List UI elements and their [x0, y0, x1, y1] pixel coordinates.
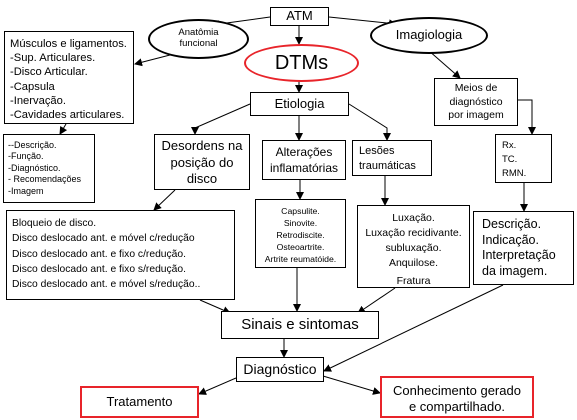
- inflamatorias-line-2: Sinovite.: [283, 218, 318, 228]
- traumaticas-line-1: Luxação.: [392, 212, 435, 224]
- descricao-list-node: [3, 134, 95, 203]
- descricao-line-2: -Função.: [8, 151, 44, 162]
- bloqueio-node: [6, 210, 235, 300]
- musculos-line-6: -Cavidades articulares.: [10, 109, 125, 122]
- etiologia-node: Etiologia: [250, 92, 349, 116]
- alteracoes-line-1: Alterações: [275, 145, 333, 159]
- exames-line-1: Rx.: [502, 140, 517, 151]
- imagem-desc-line-3: Interpretação: [482, 248, 556, 262]
- exames-node: [495, 134, 552, 183]
- bloqueio-line-4: Disco deslocado ant. e fixo s/redução.: [12, 263, 187, 275]
- bloqueio-line-3: Disco deslocado ant. e fixo c/redução.: [12, 248, 187, 260]
- imagem-desc-line-1: Descrição.: [482, 217, 542, 231]
- musculos-line-4: -Capsula: [10, 80, 55, 93]
- bloqueio-line-2: Disco deslocado ant. e móvel c/redução: [12, 233, 195, 245]
- anatomia-line-1: Anatômia: [178, 27, 219, 39]
- descricao-line-3: -Diagnóstico.: [8, 162, 61, 173]
- atm-node: ATM: [270, 7, 329, 26]
- descricao-line-1: --Descrição.: [8, 140, 57, 150]
- desordens-line-3: disco: [186, 171, 218, 186]
- meios-line-1: Meios de: [454, 82, 498, 94]
- dtms-node: DTMs: [244, 44, 359, 82]
- desordens-line-1: Desordens na: [161, 138, 243, 153]
- desordens-node: [154, 134, 250, 190]
- inflamatorias-line-5: Artrite reumatóide.: [264, 254, 337, 264]
- edge-etiologia-lesoes: [349, 104, 387, 140]
- meios-line-3: por imagem: [448, 109, 504, 121]
- imagem-desc-line-4: da imagem.: [482, 263, 548, 278]
- meios-diagnostico-node: [434, 78, 518, 126]
- desordens-line-2: posição do: [170, 154, 234, 170]
- traumaticas-node: [357, 205, 470, 288]
- lesoes-line-2: traumáticas: [359, 159, 416, 172]
- bloqueio-line-5: Disco deslocado ant. e móvel s/redução..: [12, 279, 201, 291]
- musculos-line-1: Músculos e ligamentos.: [10, 38, 127, 50]
- musculos-line-2: -Sup. Articulares.: [10, 52, 96, 65]
- edge-diagnostico-tratamento: [199, 378, 236, 394]
- anatomia-funcional-node: [148, 19, 249, 59]
- edge-etiologia-desordens: [195, 104, 250, 134]
- musculos-line-3: -Disco Articular.: [10, 66, 88, 79]
- traumaticas-line-4: Anquilose.: [388, 257, 439, 269]
- traumaticas-line-3: subluxação.: [385, 242, 442, 254]
- conhecimento-node: [380, 376, 534, 418]
- sinais-sintomas-node: Sinais e sintomas: [221, 311, 379, 339]
- tratamento-node: Tratamento: [80, 386, 199, 418]
- alteracoes-line-2: inflamatórias: [269, 161, 339, 175]
- inflamatorias-line-1: Capsulite.: [281, 206, 320, 216]
- bloqueio-line-1: Bloqueio de disco.: [12, 218, 97, 229]
- imagem-desc-line-2: Indicação.: [482, 232, 539, 247]
- descricao-line-4: - Recomendações: [8, 174, 82, 185]
- edge-meios-exames: [518, 100, 532, 134]
- imagiologia-node: Imagiologia: [370, 17, 488, 54]
- musculos-line-5: -Inervação.: [10, 94, 66, 107]
- exames-line-3: RMN.: [502, 168, 527, 179]
- edge-desordens-bloqueio: [154, 190, 175, 210]
- edge-traumaticas-sinais: [358, 288, 395, 313]
- lesoes-line-1: Lesões: [359, 145, 395, 157]
- exames-line-2: TC.: [502, 154, 518, 165]
- lesoes-node: [352, 140, 432, 176]
- edge-diagnostico-conhecimento: [323, 376, 380, 393]
- musculos-ligamentos-node: [4, 31, 134, 124]
- anatomia-line-2: funcional: [179, 38, 218, 49]
- inflamatorias-node: [255, 199, 346, 268]
- imagem-desc-node: [473, 211, 574, 285]
- conhecimento-line-2: e compartilhado.: [408, 399, 506, 414]
- inflamatorias-line-3: Retrodiscite.: [276, 230, 325, 240]
- meios-line-2: diagnóstico: [449, 95, 503, 108]
- edge-musculos-descricao: [60, 124, 66, 134]
- descricao-line-5: -Imagem: [8, 185, 44, 196]
- inflamatorias-line-4: Osteoartrite.: [276, 242, 325, 252]
- traumaticas-line-5: Fratura: [396, 275, 431, 287]
- traumaticas-line-2: Luxação recidivante.: [365, 227, 462, 239]
- diagnostico-node: Diagnóstico: [236, 357, 324, 382]
- alteracoes-node: [262, 140, 346, 180]
- conhecimento-line-1: Conhecimento gerado: [393, 383, 521, 398]
- edge-anatomia-musculos: [135, 55, 170, 64]
- edge-imagiologia-meios: [428, 50, 460, 78]
